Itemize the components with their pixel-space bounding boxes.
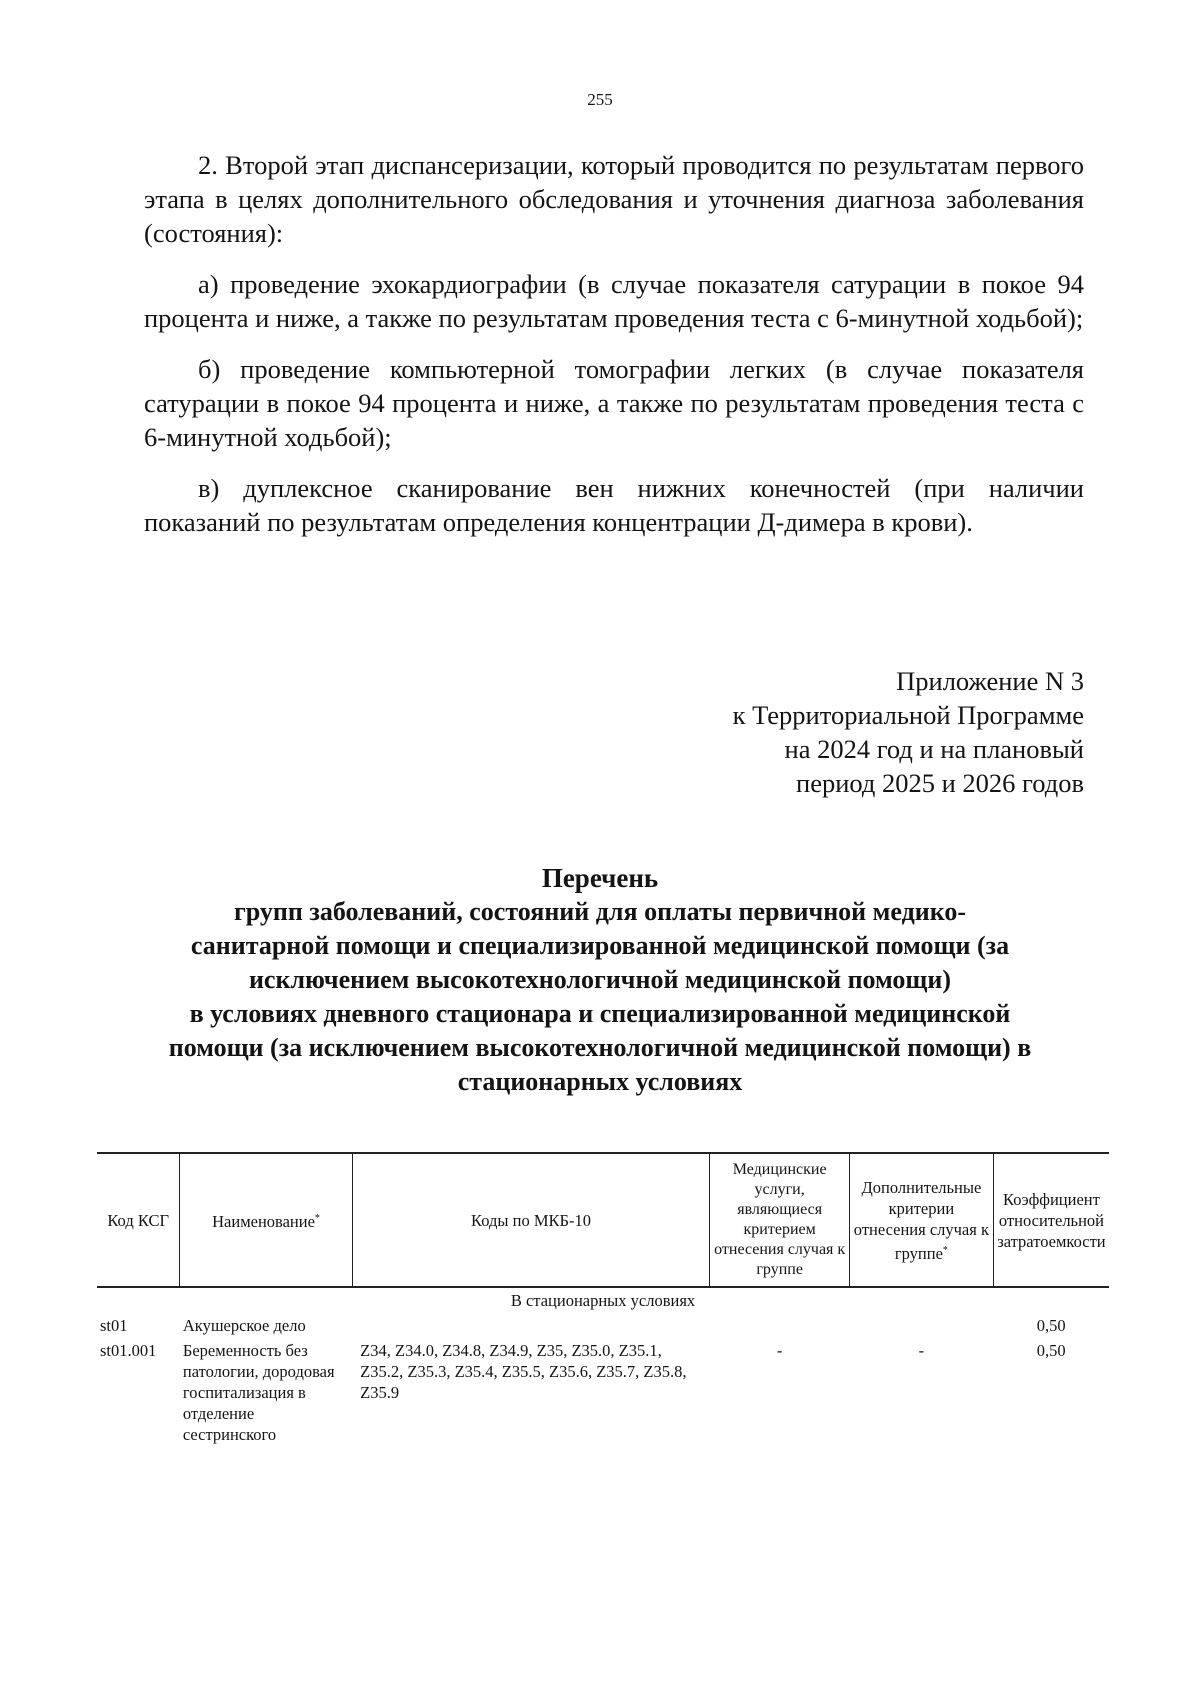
appendix-line: к Территориальной Программе: [732, 700, 1084, 730]
appendix-line: на 2024 год и на плановый: [784, 734, 1084, 764]
appendix-line: период 2025 и 2026 годов: [796, 768, 1084, 798]
page-number: 255: [587, 90, 613, 109]
section-row: [97, 1287, 1109, 1313]
cell-coef: 0,50: [1036, 1341, 1066, 1360]
paragraph-item-c: в) дуплексное сканирование вен нижних конечностей (при наличии показаний по результатам определения концентрации Д-димера в крови).: [144, 473, 1084, 537]
header-extra-mark: *: [942, 1244, 948, 1256]
title-line: исключением высокотехнологичной медицинской помощи): [248, 965, 952, 994]
table-row: [97, 1338, 1109, 1447]
title-line: помощи (за исключением высокотехнологичной медицинской помощи) в: [168, 1033, 1032, 1062]
header-extra-criteria: Дополнительные критерии отнесения случая к группе*: [849, 1153, 993, 1287]
cell-code: st01: [100, 1316, 128, 1335]
header-name: Наименование*: [180, 1153, 352, 1287]
header-name-mark: *: [314, 1213, 320, 1224]
ksg-table: [97, 1152, 1109, 1447]
title-line: в условиях дневного стационара и специализированной медицинской: [189, 999, 1011, 1028]
list-title: [120, 861, 1080, 1099]
header-coefficient: Коэффициент относительной затратоемкости: [993, 1153, 1109, 1287]
paragraph-second-stage: 2. Второй этап диспансеризации, который проводится по результатам первого этапа в целях дополнительного обследования и уточнения диагноза заболевания (состояния):: [144, 150, 1084, 248]
paragraph-item-b: б) проведение компьютерной томографии легких (в случае показателя сатурации в покое 94 процента и ниже, а также по результатам проведения теста с 6-минутной ходьбой);: [144, 354, 1084, 452]
section-label: В стационарных условиях: [510, 1291, 696, 1310]
cell-med: -: [776, 1341, 783, 1360]
cell-med: [710, 1313, 850, 1338]
cell-mkb: [352, 1313, 710, 1338]
title-line: санитарной помощи и специализированной медицинской помощи (за: [190, 931, 1010, 960]
cell-extra: [849, 1313, 993, 1338]
cell-coef: 0,50: [1036, 1316, 1066, 1335]
header-med-services: Медицинские услуги, являющиеся критерием отнесения случая к группе: [710, 1153, 850, 1287]
appendix-block: [600, 664, 1084, 800]
cell-extra: -: [918, 1341, 925, 1360]
header-mkb: Коды по МКБ-10: [352, 1153, 710, 1287]
cell-name: Беременность без патологии, дородовая госпитализация в отделение сестринского: [182, 1341, 335, 1444]
cell-mkb: Z34, Z34.0, Z34.8, Z34.9, Z35, Z35.0, Z35.1, Z35.2, Z35.3, Z35.4, Z35.5, Z35.6, Z35.7, Z35.8, Z35.9: [360, 1341, 687, 1402]
body-text: [144, 148, 1084, 556]
header-code: Код КСГ: [97, 1153, 180, 1287]
title-line: групп заболеваний, состояний для оплаты первичной медико-: [233, 897, 966, 926]
cell-name: Акушерское дело: [182, 1316, 306, 1335]
cell-code: st01.001: [100, 1341, 157, 1360]
paragraph-item-a: а) проведение эхокардиографии (в случае показателя сатурации в покое 94 процента и ниже, а также по результатам проведения теста с 6-минутной ходьбой);: [144, 269, 1084, 333]
table-header-row: [97, 1153, 1109, 1287]
title-line: стационарных условиях: [457, 1067, 743, 1096]
table-row: [97, 1313, 1109, 1338]
title-heading: Перечень: [541, 863, 659, 893]
appendix-line: Приложение N 3: [896, 666, 1084, 696]
